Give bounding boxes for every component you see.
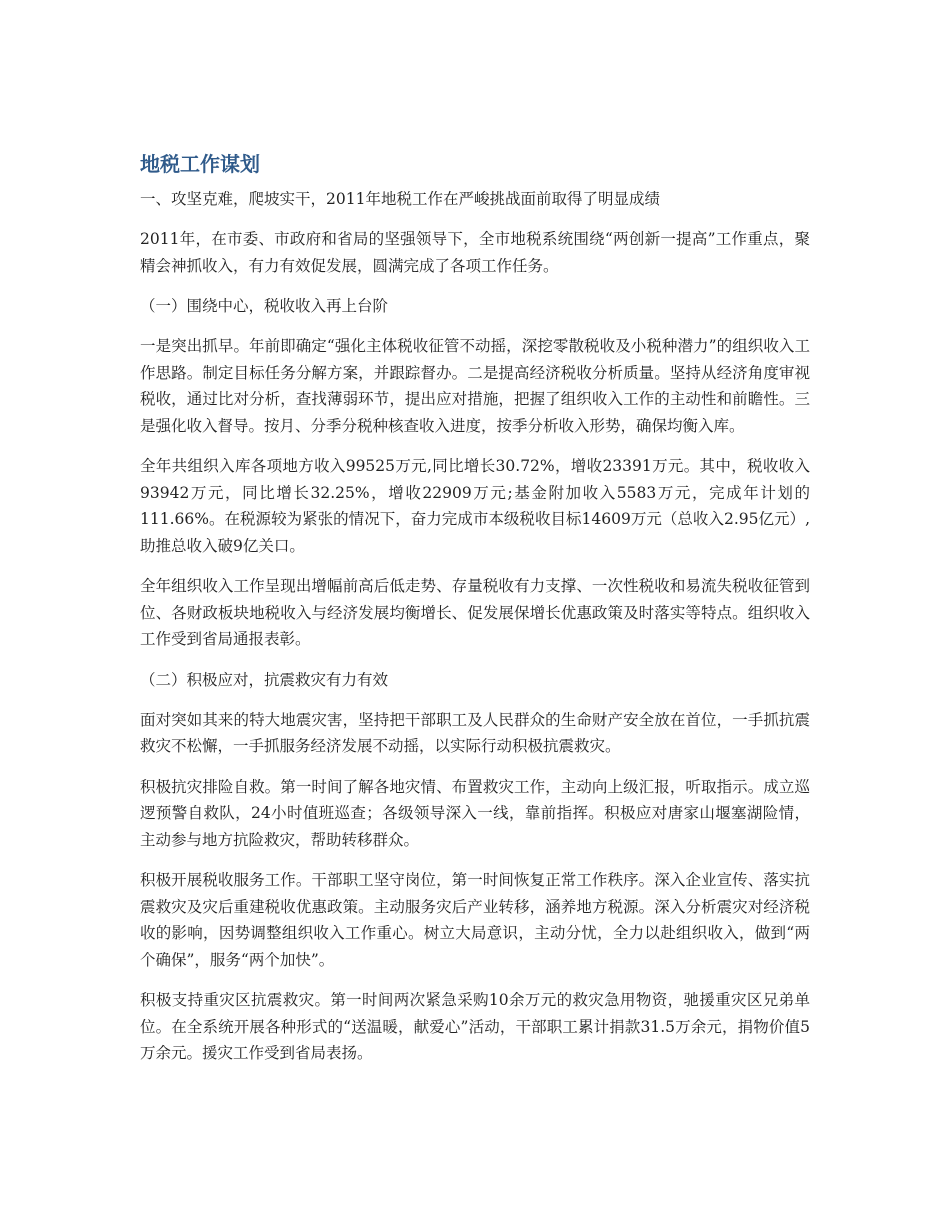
subsection-one-paragraph: 全年组织收入工作呈现出增幅前高后低走势、存量税收有力支撑、一次性税收和易流失税收征管到位、各财政板块地税收入与经济发展均衡增长、促发展保增长优惠政策及时落实等特点。组织收入工作受到省局通报表彰。: [140, 577, 810, 648]
subsection-one-heading: （一）围绕中心，税收收入再上台阶: [140, 297, 389, 315]
section-one-heading: 一、攻坚克难，爬坡实干，2011年地税工作在严峻挑战面前取得了明显成绩: [140, 190, 660, 208]
subsection-two-paragraph: 积极开展税收服务工作。干部职工坚守岗位，第一时间恢复正常工作秩序。深入企业宣传、落实抗震救灾及灾后重建税收优惠政策。主动服务灾后产业转移，涵养地方税源。深入分析震灾对经济税收的影响，因势调整组织收入工作重心。树立大局意识，主动分忧，全力以赴组织收入，做到“两个确保”，服务“两个加快”。: [140, 871, 810, 969]
subsection-one-paragraph: 一是突出抓早。年前即确定“强化主体税收征管不动摇，深挖零散税收及小税种潜力”的组织收入工作思路。制定目标任务分解方案，并跟踪督办。二是提高经济税收分析质量。坚持从经济角度审视税收，通过比对分析，查找薄弱环节，提出应对措施，把握了组织收入工作的主动性和前瞻性。三是强化收入督导。按月、分季分税种核查收入进度，按季分析收入形势，确保均衡入库。: [140, 337, 810, 435]
document-page: [140, 148, 810, 1081]
subsection-two-paragraph: 积极抗灾排险自救。第一时间了解各地灾情、布置救灾工作，主动向上级汇报，听取指示。成立巡逻预警自救队，24小时值班巡查；各级领导深入一线，靠前指挥。积极应对唐家山堰塞湖险情，主动参与地方抗险救灾，帮助转移群众。: [140, 777, 810, 849]
subsection-one-paragraph: 全年共组织入库各项地方收入99525万元,同比增长30.72%，增收23391万元。其中，税收收入93942万元，同比增长32.25%，增收22909万元;基金附加收入5583万元，完成年计划的111.66%。在税源较为紧张的情况下，奋力完成市本级税收目标14609万元（总收入2.95亿元）,助推总收入破9亿关口。: [140, 457, 810, 555]
document-title: 地税工作谋划: [140, 152, 260, 176]
intro-paragraph: 2011年，在市委、市政府和省局的坚强领导下，全市地税系统围绕“两创新一提高”工作重点，聚精会神抓收入，有力有效促发展，圆满完成了各项工作任务。: [140, 230, 810, 275]
subsection-two-paragraph: 积极支持重灾区抗震救灾。第一时间两次紧急采购10余万元的救灾急用物资，驰援重灾区兄弟单位。在全系统开展各种形式的“送温暖，献爱心”活动，干部职工累计捐款31.5万余元，捐物价值5万余元。援灾工作受到省局表扬。: [140, 991, 810, 1062]
subsection-two-heading: （二）积极应对，抗震救灾有力有效: [140, 670, 389, 689]
subsection-two-paragraph: 面对突如其来的特大地震灾害，坚持把干部职工及人民群众的生命财产安全放在首位，一手抓抗震救灾不松懈，一手抓服务经济发展不动摇，以实际行动积极抗震救灾。: [140, 710, 810, 755]
